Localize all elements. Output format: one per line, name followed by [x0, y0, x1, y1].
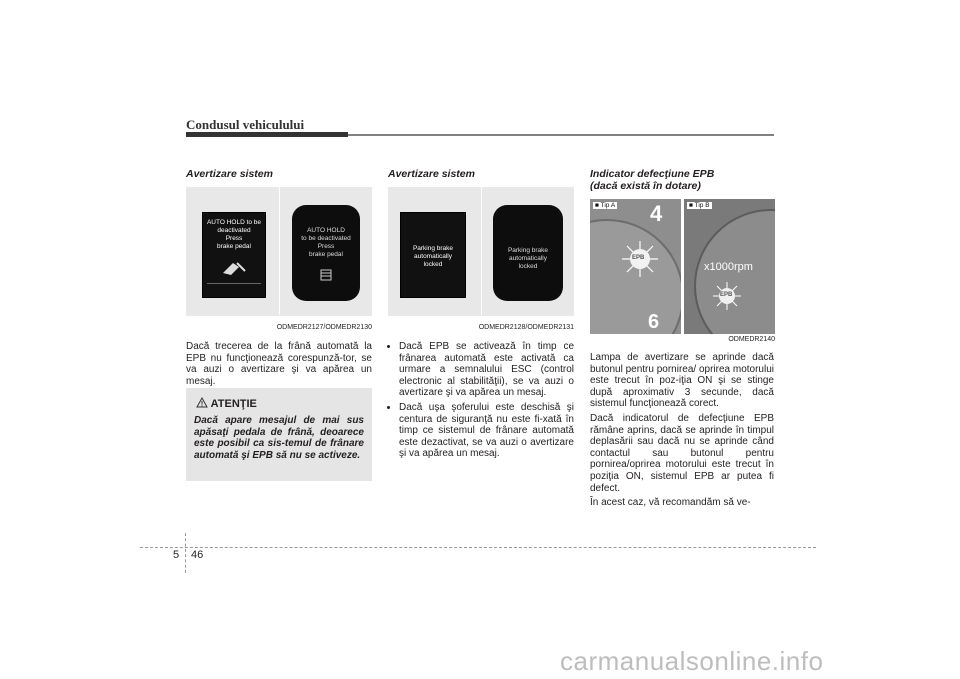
col1-body: Dacă trecerea de la frână automată la EPB nu funcţionează corespunză-tor, se va auzi o avertizare şi va apărea un mesaj. — [186, 341, 372, 387]
parking-brake-screen-b — [493, 205, 563, 301]
screen-line: brake pedal — [309, 251, 343, 258]
footer-divider — [185, 533, 186, 573]
footer-rule — [140, 547, 816, 548]
figure-caption: ODMEDR2128/ODMEDR2131 — [478, 324, 574, 331]
auto-hold-screen-a — [202, 212, 266, 298]
epb-warning-lamp-lit — [620, 239, 660, 279]
screen-line: deactivated — [217, 227, 251, 234]
screen-line: Parking brake — [507, 247, 549, 254]
col3-title-line1: Indicator defecţiune EPB — [590, 168, 715, 180]
col2-bullet-list — [388, 341, 574, 463]
tag-tip-a: ■ Tip A — [595, 202, 616, 209]
figure-divider — [279, 187, 280, 315]
screen-line: locked — [518, 263, 538, 270]
gauge-tip-b — [684, 199, 775, 334]
figure-caption: ODMEDR2127/ODMEDR2130 — [276, 324, 372, 331]
paragraph: Lampa de avertizare se aprinde dacă butonul pentru pornirea/ oprirea motorului este trecut în poz-iţia ON şi se stinge după aproximativ 3 secunde, dacă sistemul funcţionează corect. — [590, 352, 774, 410]
screen-line: automatically — [414, 253, 452, 260]
gauge-tip-a — [590, 199, 681, 334]
parking-brake-screen-a — [400, 212, 466, 298]
warning-title: ATENŢIE — [210, 398, 257, 410]
screen-line: to be deactivated — [301, 235, 351, 242]
gauge-number: 4 — [650, 201, 663, 226]
screen-line: Parking brake — [412, 245, 454, 252]
page-header-title: Condusul vehiculului — [186, 117, 305, 132]
header-rule-accent — [186, 132, 348, 137]
gauge-number: 6 — [648, 311, 660, 333]
brake-pedal-icon — [219, 257, 249, 279]
warning-title-row — [196, 397, 257, 410]
epb-warning-lamp-lit — [712, 281, 742, 311]
col3-title — [590, 168, 714, 192]
epb-lamp-label: EPB — [632, 255, 645, 261]
list-item: • Dacă uşa şoferului este deschisă şi centura de siguranţă nu este fi-xată în timp ce sistemul de frânare automată este dezactivat, se va auzi o avertizare şi va apărea un mesaj. — [399, 402, 574, 460]
watermark: carmanualsonline.info — [560, 646, 824, 676]
page-number: 46 — [191, 549, 204, 561]
screen-line: AUTO HOLD to be — [206, 219, 262, 226]
warning-triangle-icon — [196, 397, 208, 408]
col1-figure — [186, 187, 372, 334]
chapter-number: 5 — [173, 549, 180, 561]
rpm-label: x1000rpm — [704, 261, 753, 273]
screen-line: Press — [317, 243, 335, 250]
auto-hold-screen-b — [292, 205, 360, 301]
warning-box — [186, 388, 372, 481]
paragraph: Dacă indicatorul de defecţiune EPB rămâne aprins, dacă se aprinde în timpul deplasării sau dacă nu se aprinde când contactul sau butonul pentru pornirea/oprirea motorului este trecut în poziţia ON, sistemul EPB ar putea fi defect. — [590, 412, 774, 494]
brake-pedal-icon — [316, 267, 336, 283]
list-item: • Dacă EPB se activează în timp ce frânarea automată este activată ca urmare a semnalului ESC (control electronic al stabilităţii), se va auzi o avertizare şi va apărea un mesaj. — [399, 341, 574, 399]
col2-figure — [388, 187, 574, 334]
col3-figure — [590, 199, 775, 345]
screen-line: locked — [423, 261, 443, 268]
col3-body — [590, 352, 774, 512]
figure-divider — [481, 187, 482, 315]
screen-line: Press — [225, 235, 243, 242]
col1-title: Avertizare sistem — [186, 168, 273, 180]
epb-lamp-label: EPB — [720, 292, 733, 298]
col3-title-line2: (dacă există în dotare) — [590, 180, 701, 192]
screen-line: automatically — [509, 255, 547, 262]
screen-line: brake pedal — [217, 243, 251, 250]
figure-caption: ODMEDR2140 — [728, 336, 775, 343]
screen-line: AUTO HOLD — [307, 227, 345, 234]
paragraph: În acest caz, vă recomandăm să ve- — [590, 497, 751, 509]
tag-tip-b: ■ Tip B — [689, 202, 710, 209]
col2-title: Avertizare sistem — [388, 168, 475, 180]
warning-text: Dacă apare mesajul de mai sus apăsaţi pedala de frână, deoarece este posibil ca sis-temul de frânare automată şi EPB să nu se activeze. — [194, 415, 364, 461]
